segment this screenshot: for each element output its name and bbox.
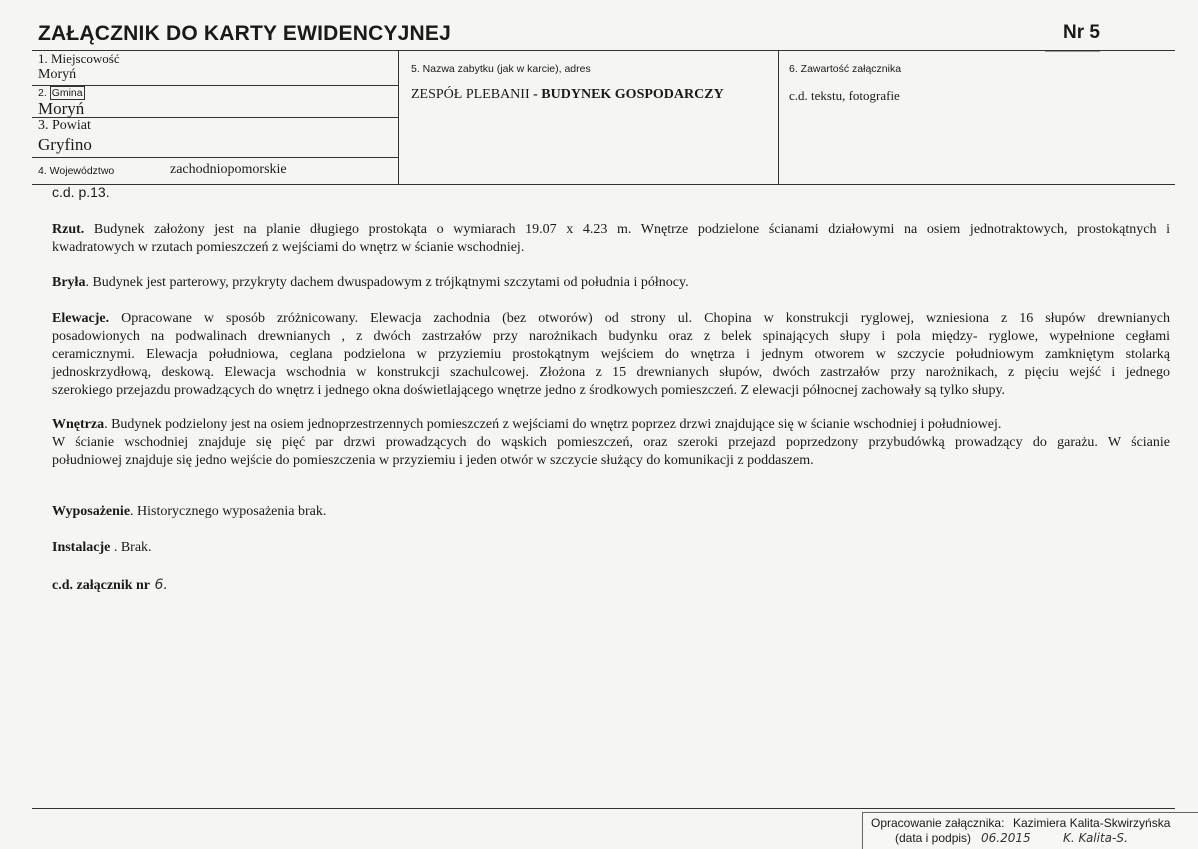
gmina-label-text: Gmina (51, 87, 83, 99)
section-bryla (52, 274, 1170, 292)
date-signature-label: (data i podpis) (895, 831, 972, 845)
powiat-value: Gryfino (38, 135, 92, 154)
section-rzut (52, 221, 1170, 257)
section-text: . Brak. (110, 540, 152, 555)
author-label: Opracowanie załącznika: (871, 816, 1005, 830)
section-text: jednoskrzydłową, deskową. Elewacja wschodnia w konstrukcji szachulcowej. Złożona z 15 drewnianych słupów, dwóch zastrzałów przy narożnikach, z pięciu wejść i jednego (52, 365, 1170, 380)
section-text: południowej znajduje się jedno wejście do pomieszczenia w przyziemiu i jeden otwór w szczycie służący do komunikacji z poddaszem. (52, 453, 814, 468)
section-text: Opracowane w sposób zróżnicowany. Elewacja zachodnia (bez otworów) od strony ul. Chopina w konstrukcji ryglowej, wzniesiona z 16 słupów drewnianych (109, 311, 1170, 326)
wojewodztwo-value: zachodniopomorskie (170, 162, 287, 177)
divider (32, 50, 1175, 51)
section-instalacje (52, 539, 1170, 557)
section-continuation (52, 576, 1170, 595)
divider (32, 184, 1175, 185)
section-text: Budynek założony jest na planie długiego prostokąta o wymiarach 19.07 x 4.23 m. Wnętrze podzielone ścianami działowymi na osiem jednotraktowych, prostokątnych i (84, 222, 1170, 237)
section-elewacje (52, 310, 1170, 400)
zawartosc-value: c.d. tekstu, fotografie (789, 88, 900, 103)
nazwa-complex: ZESPÓŁ PLEBANII (411, 87, 530, 102)
divider (32, 157, 398, 158)
handwritten-number: 6. (150, 577, 168, 593)
document-title: ZAŁĄCZNIK DO KARTY EWIDENCYJNEJ (38, 22, 452, 45)
section-text: szerokiego przejazdu prowadzących do wnętrz i jednego okna doświetlającego wnętrze jedno z środkowych pomieszczeń. Z elewacji północnej zachowały są tylko słupy. (52, 383, 1006, 398)
section-text: . Budynek jest parterowy, przykryty dachem dwuspadowym z trójkątnymi szczytami od południa i północy. (85, 275, 689, 290)
gmina-number: 2. (38, 87, 47, 99)
gmina-value: Moryń (38, 99, 85, 118)
miejscowosc-value: Moryń (38, 67, 77, 82)
powiat-label: 3. Powiat (38, 118, 91, 133)
section-text: . Budynek podzielony jest na osiem jednoprzestrzennych pomieszczeń z wejściami do wnętrz poprzez drzwi znajdujące się w ścianie wschodniej i południowej. (104, 417, 1002, 432)
wojewodztwo-label: 4. Województwo (38, 165, 115, 177)
footer-divider (32, 808, 1175, 809)
section-heading: c.d. załącznik nr (52, 578, 150, 593)
attachment-number: Nr 5 (1063, 22, 1100, 43)
section-heading: Bryła (52, 275, 86, 290)
nazwa-building: - BUDYNEK GOSPODARCZY (529, 87, 724, 102)
divider (32, 85, 398, 86)
handwritten-date: 06.2015 (981, 831, 1031, 845)
miejscowosc-label: 1. Miejscowość (38, 51, 120, 66)
section-wnetrza (52, 416, 1170, 470)
section-heading: Elewacje. (52, 311, 110, 326)
nazwa-value (411, 87, 724, 103)
author-box (862, 812, 1198, 849)
section-wyposazenie (52, 503, 1170, 521)
section-text: posadowionych na podwalinach drewnianych , z dwóch zastrzałów przy narożnikach budynku oraz z belek spinających słupy i pola między- ryglowe, wypełnione cegłami (52, 329, 1170, 344)
section-text: ceramicznymi. Elewacja południowa, ceglana podzielona w przyziemiu prostokątnym wejściem do wnętrza i jednym otworem w szczycie południowym zamkniętym stolarką (52, 347, 1170, 362)
gmina-label (38, 87, 85, 99)
continuation-note: c.d. p.13. (52, 184, 110, 200)
section-heading: Rzut. (52, 222, 85, 237)
section-text: W ścianie wschodniej znajduje się pięć par drzwi prowadzących do wąskich pomieszczeń, oraz szeroki przejazd poprzedzony przybudówką prowadzący do garażu. W ścianie (52, 435, 1170, 450)
section-text: kwadratowych w rzutach pomieszczeń z wejściami do wnętrz w ścianie wschodniej. (52, 240, 525, 255)
nazwa-label: 5. Nazwa zabytku (jak w karcie), adres (411, 63, 591, 75)
section-text: . Historycznego wyposażenia brak. (130, 504, 327, 519)
divider (1045, 51, 1100, 52)
section-heading: Wyposażenie (52, 504, 131, 519)
author-name: Kazimiera Kalita-Skwirzyńska (1013, 816, 1171, 830)
divider (778, 50, 779, 184)
section-heading: Instalacje (52, 540, 111, 555)
divider (398, 50, 399, 184)
zawartosc-label: 6. Zawartość załącznika (789, 63, 902, 75)
section-heading: Wnętrza (52, 417, 105, 432)
handwritten-signature: K. Kalita-S. (1063, 831, 1128, 845)
